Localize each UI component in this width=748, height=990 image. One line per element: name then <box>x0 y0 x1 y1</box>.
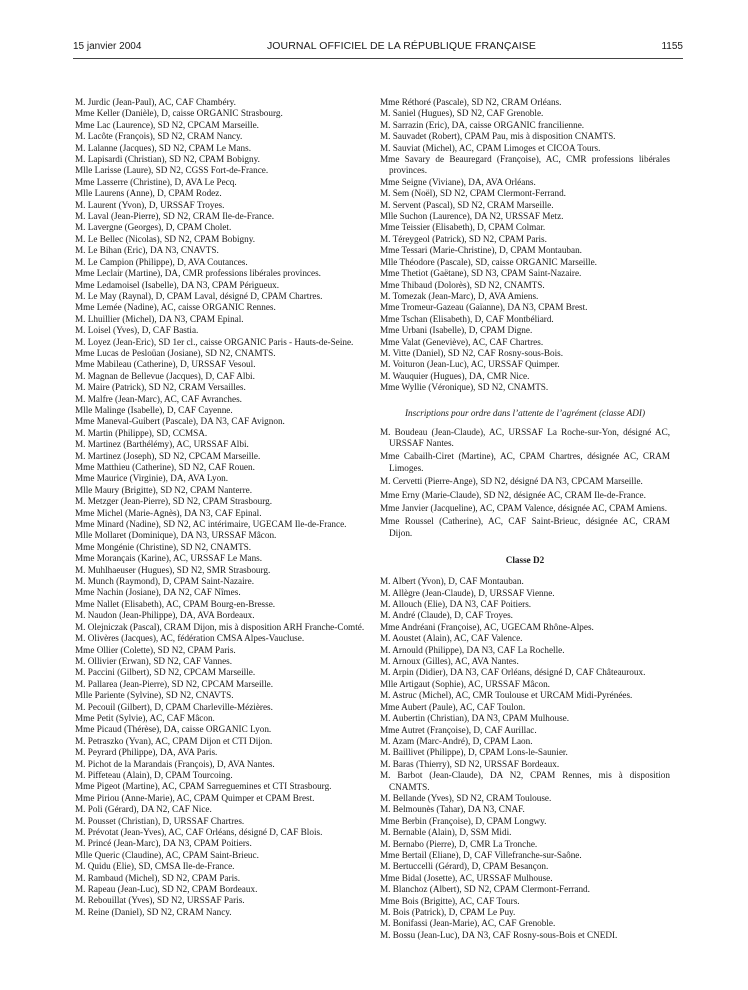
list-item: Mme Savary de Beauregard (Françoise), AC, CMR professions libérales provinces. <box>380 154 670 176</box>
section-title-adi: Inscriptions pour ordre dans l’attente de l’agrément (classe ADI) <box>404 407 646 418</box>
list-item: M. Blanchoz (Albert), SD N2, CPAM Clermont-Ferrand. <box>380 884 590 895</box>
list-item: M. Rapeau (Jean-Luc), SD N2, CPAM Bordeaux. <box>75 884 258 895</box>
list-item: Mlle Maury (Brigitte), SD N2, CPAM Nanterre. <box>75 484 253 495</box>
list-item: Mme Urbani (Isabelle), D, CPAM Digne. <box>380 325 533 336</box>
list-item: M. Pallarea (Jean-Pierre), SD N2, CPCAM Marseille. <box>75 678 274 689</box>
list-item: M. Maire (Patrick), SD N2, CRAM Versailles. <box>75 382 246 393</box>
list-item: M. Martinez (Barthélémy), AC, URSSAF Albi. <box>75 439 249 450</box>
list-item: M. Voituron (Jean-Luc), AC, URSSAF Quimper. <box>380 359 560 370</box>
list-item: M. Laurent (Yvon), D, URSSAF Troyes. <box>75 199 225 210</box>
list-item: Mme Lasserre (Christine), D, AVA Le Pecq. <box>75 176 237 187</box>
list-item: Mme Nallet (Elisabeth), AC, CPAM Bourg-en-Bresse. <box>75 598 276 609</box>
list-item: M. Baillivet (Philippe), D, CPAM Lons-le-Saunier. <box>380 747 568 758</box>
list-item: Mme Bois (Brigitte), AC, CAF Tours. <box>380 895 520 906</box>
list-item: Mme Maneval-Guibert (Pascale), DA N3, CAF Avignon. <box>75 416 285 427</box>
list-item: M. Servent (Pascal), SD N2, CRAM Marseille. <box>380 199 554 210</box>
list-item: M. Belmounès (Tahar), DA N3, CNAF. <box>380 804 525 815</box>
list-item: M. Wauquier (Hugues), DA, CMR Nice. <box>380 370 530 381</box>
list-item: Mme Minard (Nadine), SD N2, AC intérimaire, UGECAM Ile-de-France. <box>75 519 347 530</box>
list-item: M. Saniel (Hugues), SD N2, CAF Grenoble. <box>380 108 544 119</box>
list-item: M. Jurdic (Jean-Paul), AC, CAF Chambéry. <box>75 97 236 107</box>
list-item: M. Bernable (Alain), D, SSM Midi. <box>380 827 512 838</box>
list-item: Mme Piriou (Anne-Marie), AC, CPAM Quimper et CPAM Brest. <box>75 792 315 803</box>
list-item: M. Arnould (Philippe), DA N3, CAF La Rochelle. <box>380 644 565 655</box>
list-item: Mme Lac (Laurence), SD N2, CPCAM Marseille. <box>75 119 259 130</box>
list-item: M. Baras (Thierry), SD N2, URSSAF Bordeaux. <box>380 758 560 769</box>
list-item: Mme Tessari (Marie-Christine), D, CPAM Montauban. <box>380 245 582 256</box>
list-item: Mlle Malinge (Isabelle), D, CAF Cayenne. <box>75 404 233 415</box>
list-item: M. Boudeau (Jean-Claude), AC, URSSAF La Roche-sur-Yon, désigné AC, URSSAF Nantes. <box>380 426 670 448</box>
list-item: M. Allègre (Jean-Claude), D, URSSAF Vienne. <box>380 587 555 598</box>
list-item: M. Loisel (Yves), D, CAF Bastia. <box>75 325 199 336</box>
list-item: M. Bertuccelli (Gérard), D, CPAM Besançon. <box>380 861 549 872</box>
list-item: M. Barbot (Jean-Claude), DA N2, CPAM Rennes, mis à disposition CNAMTS. <box>380 770 670 792</box>
page-header <box>73 38 683 54</box>
list-item: Mme Leclair (Martine), DA, CMR professions libérales provinces. <box>75 268 321 279</box>
list-item: Mme Réthoré (Pascale), SD N2, CRAM Orléans. <box>380 97 562 107</box>
list-item: M. Munch (Raymond), D, CPAM Saint-Nazaire. <box>75 576 255 587</box>
list-item: M. Lhuillier (Michel), DA N3, CPAM Epinal. <box>75 313 244 324</box>
list-item: M. Bellande (Yves), SD N2, CRAM Toulouse. <box>380 792 552 803</box>
list-item: Mme Nachin (Josiane), DA N2, CAF Nîmes. <box>75 587 241 598</box>
list-item: Mme Pigeot (Martine), AC, CPAM Sarreguemines et CTI Strasbourg. <box>75 781 332 792</box>
list-item: M. Le May (Raynal), D, CPAM Laval, désigné D, CPAM Chartres. <box>75 290 323 301</box>
list-item: Mme Picaud (Thérèse), DA, caisse ORGANIC Lyon. <box>75 724 272 735</box>
d2-list <box>380 576 670 941</box>
header-rule <box>73 58 683 59</box>
list-item: M. Rambaud (Michel), SD N2, CPAM Paris. <box>75 872 241 883</box>
list-item: Mme Petit (Sylvie), AC, CAF Mâcon. <box>75 712 215 723</box>
list-item: M. Quidu (Elie), SD, CMSA Ile-de-France. <box>75 861 235 872</box>
list-item: M. Bernabo (Pierre), D, CMR La Tronche. <box>380 838 538 849</box>
list-item: Mme Andréani (Françoise), AC, UGECAM Rhône-Alpes. <box>380 621 594 632</box>
list-item: Mme Valat (Geneviève), AC, CAF Chartres. <box>380 336 544 347</box>
left-column <box>75 97 365 918</box>
list-item: Mme Lucas de Pesloüan (Josiane), SD N2, CNAMTS. <box>75 347 276 358</box>
list-item: M. Lavergne (Georges), D, CPAM Cholet. <box>75 222 232 233</box>
list-item: Mme Mongénie (Christine), SD N2, CNAMTS. <box>75 541 252 552</box>
list-item: M. Le Campion (Philippe), D, AVA Coutances. <box>75 256 248 267</box>
list-item: M. Prévotat (Jean-Yves), AC, CAF Orléans, désigné D, CAF Blois. <box>75 827 323 837</box>
list-item: Mlle Suchon (Laurence), DA N2, URSSAF Metz. <box>380 211 564 222</box>
right-column-list <box>380 97 670 394</box>
list-item: Mme Bertail (Eliane), D, CAF Villefranche-sur-Saône. <box>380 849 582 860</box>
list-item: M. Pousset (Christian), D, URSSAF Chartres. <box>75 815 245 826</box>
list-item: M. Sem (Noël), SD N2, CPAM Clermont-Ferrand. <box>380 188 566 199</box>
list-item: Mme Seigne (Viviane), DA, AVA Orléans. <box>380 176 536 187</box>
list-item: M. Lalanne (Jacques), SD N2, CPAM Le Mans. <box>75 142 251 153</box>
list-item: M. Lapisardi (Christian), SD N2, CPAM Bobigny. <box>75 154 260 165</box>
list-item: M. Azam (Marc-André), D, CPAM Laon. <box>380 735 533 746</box>
list-item: M. Olejniczak (Pascal), CRAM Dijon, mis à disposition ARH Franche-Comté. <box>75 621 365 632</box>
list-item: M. Peyrard (Philippe), DA, AVA Paris. <box>75 747 218 758</box>
list-item: M. Téreygeol (Patrick), SD N2, CPAM Paris. <box>380 233 547 244</box>
list-item: Mme Erny (Marie-Claude), SD N2, désignée AC, CRAM Ile-de-France. <box>380 489 646 500</box>
list-item: Mlle Pariente (Sylvine), SD N2, CNAVTS. <box>75 690 234 701</box>
list-item: M. Piffeteau (Alain), D, CPAM Tourcoing. <box>75 769 233 780</box>
list-item: M. Ollivier (Erwan), SD N2, CAF Vannes. <box>75 655 233 666</box>
list-item: M. Reine (Daniel), SD N2, CRAM Nancy. <box>75 906 232 917</box>
list-item: M. Astruc (Michel), AC, CMR Toulouse et URCAM Midi-Pyrénées. <box>380 690 633 701</box>
list-item: M. Loyez (Jean-Eric), SD 1er cl., caisse ORGANIC Paris - Hauts-de-Seine. <box>75 336 354 347</box>
list-item: M. Magnan de Bellevue (Jacques), D, CAF Albi. <box>75 370 255 381</box>
list-item: M. Allouch (Elie), DA N3, CAF Poitiers. <box>380 599 532 610</box>
list-item: M. Bois (Patrick), D, CPAM Le Puy. <box>380 907 516 917</box>
list-item: M. Vitte (Daniel), SD N2, CAF Rosny-sous-Bois. <box>380 347 564 358</box>
list-item: M. Pecouil (Gilbert), D, CPAM Charleville-Mézières. <box>75 701 273 712</box>
list-item: M. Martin (Philippe), SD, CCMSA. <box>75 427 208 438</box>
list-item: Mme Teissier (Elisabeth), D, CPAM Colmar. <box>380 222 546 233</box>
list-item: M. Arnoux (Gilles), AC, AVA Nantes. <box>380 656 519 667</box>
right-column <box>380 97 670 941</box>
list-item: Mme Ledamoisel (Isabelle), DA N3, CPAM Périgueux. <box>75 279 280 290</box>
list-item: M. Le Bellec (Nicolas), SD N2, CPAM Bobigny. <box>75 233 255 244</box>
list-item: Mme Aubert (Paule), AC, CAF Toulon. <box>380 701 526 712</box>
list-item: Mlle Laurens (Anne), D, CPAM Rodez. <box>75 188 222 199</box>
list-item: Mlle Théodore (Pascale), SD, caisse ORGANIC Marseille. <box>380 256 597 267</box>
list-item: M. Cervetti (Pierre-Ange), SD N2, désigné DA N3, CPCAM Marseille. <box>380 476 643 487</box>
list-item: M. Sauvadet (Robert), CPAM Pau, mis à disposition CNAMTS. <box>380 131 616 142</box>
list-item: M. Paccini (Gilbert), SD N2, CPCAM Marseille. <box>75 667 256 678</box>
list-item: Mme Tschan (Elisabeth), D, CAF Montbéliard. <box>380 313 554 324</box>
header-date: 15 janvier 2004 <box>73 40 142 52</box>
list-item: M. Le Bihan (Eric), DA N3, CNAVTS. <box>75 245 219 256</box>
list-item: M. Albert (Yvon), D, CAF Montauban. <box>380 576 524 587</box>
list-item: M. Metzger (Jean-Pierre), SD N2, CPAM Strasbourg. <box>75 496 273 507</box>
list-item: M. Arpin (Didier), DA N3, CAF Orléans, désigné D, CAF Châteauroux. <box>380 667 646 678</box>
list-item: Mme Maurice (Virginie), DA, AVA Lyon. <box>75 473 229 484</box>
list-item: M. Bonifassi (Jean-Marie), AC, CAF Grenoble. <box>380 918 556 929</box>
list-item: Mlle Queric (Claudine), AC, CPAM Saint-Brieuc. <box>75 849 259 860</box>
list-item: Mme Thibaud (Dolorès), SD N2, CNAMTS. <box>380 279 545 290</box>
list-item: M. Laval (Jean-Pierre), SD N2, CRAM Ile-de-France. <box>75 211 275 222</box>
list-item: M. Muhlhaeuser (Hugues), SD N2, SMR Strasbourg. <box>75 564 271 575</box>
list-item: Mme Morançais (Karine), AC, URSSAF Le Mans. <box>75 553 263 564</box>
list-item: Mme Cabailh-Ciret (Martine), AC, CPAM Chartres, désignée AC, CRAM Limoges. <box>380 451 670 473</box>
list-item: Mme Autret (Françoise), D, CAF Aurillac. <box>380 724 537 735</box>
list-item: Mme Berbin (Françoise), D, CPAM Longwy. <box>380 815 547 826</box>
list-item: Mme Bidal (Josette), AC, URSSAF Mulhouse. <box>380 872 553 883</box>
list-item: M. Aubertin (Christian), DA N3, CPAM Mulhouse. <box>380 713 570 724</box>
list-item: Mme Michel (Marie-Agnès), DA N3, CAF Epinal. <box>75 507 262 518</box>
list-item: Mme Keller (Danièle), D, caisse ORGANIC Strasbourg. <box>75 108 283 119</box>
list-item: Mme Roussel (Catherine), AC, CAF Saint-Brieuc, désignée AC, CRAM Dijon. <box>380 516 670 538</box>
list-item: M. Tomezak (Jean-Marc), D, AVA Amiens. <box>380 290 539 301</box>
list-item: Mme Lemée (Nadine), AC, caisse ORGANIC Rennes. <box>75 302 276 313</box>
list-item: M. Malfre (Jean-Marc), AC, CAF Avranches. <box>75 393 242 404</box>
list-item: Mlle Mollaret (Dominique), DA N3, URSSAF Mâcon. <box>75 530 277 541</box>
list-item: M. Sarrazin (Eric), DA, caisse ORGANIC francilienne. <box>380 119 585 130</box>
list-item: M. Martinez (Joseph), SD N2, CPCAM Marseille. <box>75 450 261 461</box>
list-item: M. Poli (Gérard), DA N2, CAF Nice. <box>75 804 212 815</box>
list-item: Mlle Larisse (Laure), SD N2, CGSS Fort-de-France. <box>75 165 269 176</box>
list-item: M. Pichot de la Marandais (François), D, AVA Nantes. <box>75 758 275 769</box>
list-item: Mme Janvier (Jacqueline), AC, CPAM Valence, désignée AC, CPAM Amiens. <box>380 503 668 513</box>
list-item: M. Lacôte (François), SD N2, CRAM Nancy. <box>75 131 243 142</box>
list-item: Mme Tromeur-Gazeau (Gaïanne), DA N3, CPAM Brest. <box>380 302 588 313</box>
list-item: M. Princé (Jean-Marc), DA N3, CPAM Poitiers. <box>75 838 252 849</box>
journal-title: JOURNAL OFFICIEL DE LA RÉPUBLIQUE FRANÇAISE <box>266 40 536 52</box>
list-item: M. Olivères (Jacques), AC, fédération CMSA Alpes-Vaucluse. <box>75 633 305 644</box>
list-item: Mme Wyllie (Véronique), SD N2, CNAMTS. <box>380 382 549 393</box>
list-item: M. Rebouillat (Yves), SD N2, URSSAF Paris. <box>75 895 245 906</box>
list-item: Mlle Artigaut (Sophie), AC, URSSAF Mâcon. <box>380 678 550 689</box>
list-item: Mme Thetiot (Gaëtane), SD N3, CPAM Saint-Nazaire. <box>380 268 582 279</box>
section-title-d2: Classe D2 <box>505 555 545 566</box>
list-item: Mme Matthieu (Catherine), SD N2, CAF Rouen. <box>75 462 255 472</box>
list-item: M. Aoustet (Alain), AC, CAF Valence. <box>380 633 523 644</box>
list-item: M. Petraszko (Yvan), AC, CPAM Dijon et CTI Dijon. <box>75 735 273 746</box>
page-number: 1155 <box>661 40 683 52</box>
list-item: Mme Ollier (Colette), SD N2, CPAM Paris. <box>75 644 236 655</box>
list-item: Mme Mabileau (Catherine), D, URSSAF Vesoul. <box>75 359 256 370</box>
list-item: M. Bossu (Jean-Luc), DA N3, CAF Rosny-sous-Bois et CNEDI. <box>380 929 618 940</box>
adi-list <box>380 427 670 540</box>
list-item: M. Naudon (Jean-Philippe), DA, AVA Bordeaux. <box>75 610 255 621</box>
list-item: M. André (Claude), D, CAF Troyes. <box>380 610 513 621</box>
list-item: M. Sauviat (Michel), AC, CPAM Limoges et CICOA Tours. <box>380 142 601 153</box>
